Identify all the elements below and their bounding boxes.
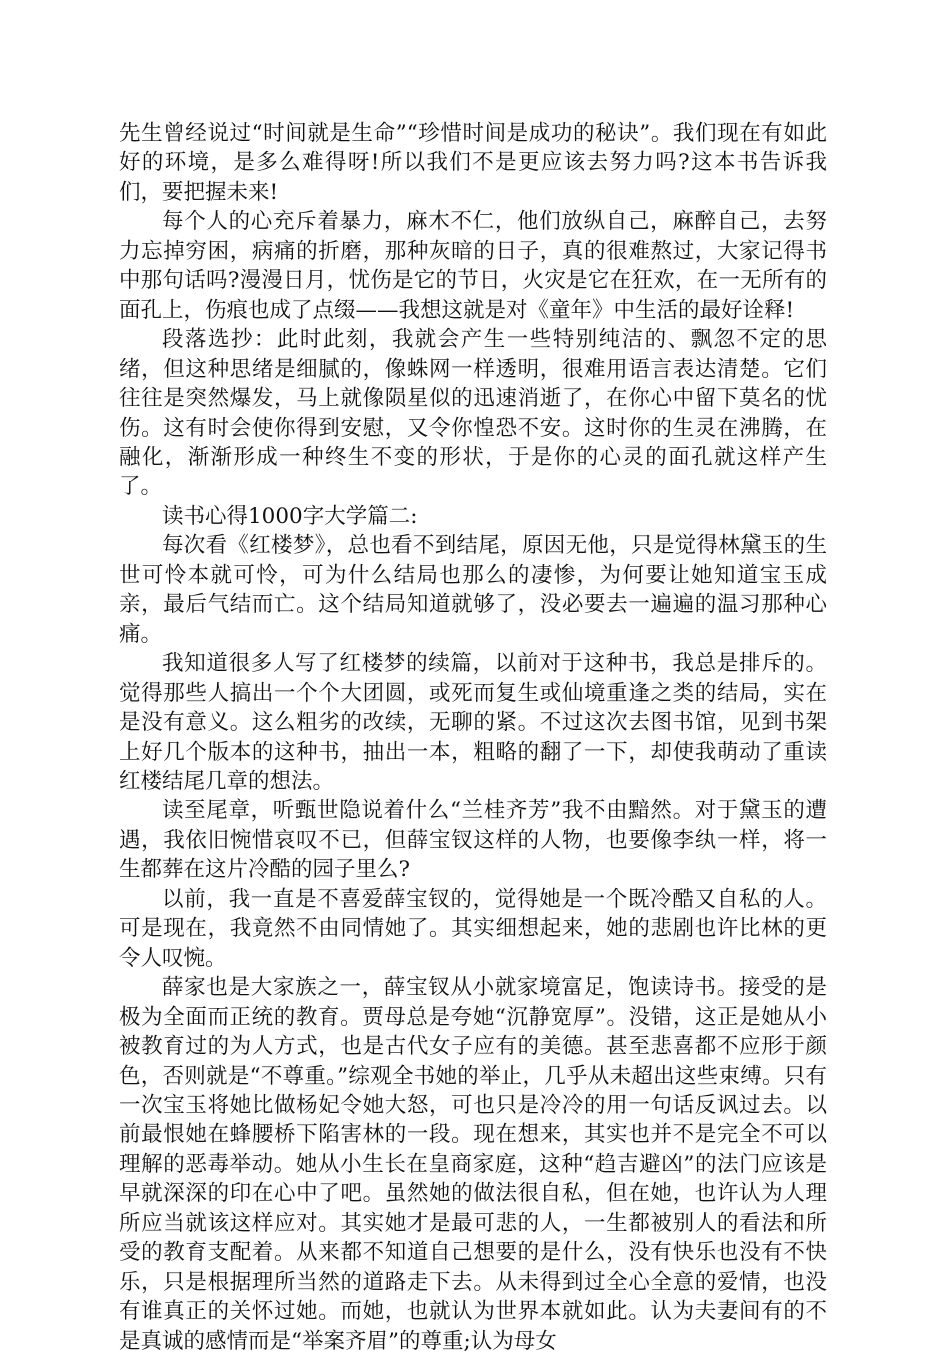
section-heading: 读书心得1000字大学篇二: (162, 503, 418, 529)
paragraph-6: 读至尾章，听甄世隐说着什么“兰桂齐芳”我不由黯然。对于黛玉的遭遇，我依旧惋惜哀叹不已，但薛宝钗这样的人物，也要像李纨一样，将一生都葬在这片冷酷的园子里么? (119, 798, 827, 883)
paragraph-1: 先生曾经说过“时间就是生命”“珍惜时间是成功的秘诀”。我们现在有如此好的环境，是多么难得呀!所以我们不是更应该去努力吗?这本书告诉我们，要把握未来! (119, 121, 827, 205)
paragraph-3: 段落选抄：此时此刻，我就会产生一些特别纯洁的、飘忽不定的思绪，但这种思绪是细腻的，像蛛网一样透明，很难用语言表达清楚。它们往往是突然爆发，马上就像陨星似的迅速消逝了，在你心中留下莫名的忧伤。这有时会使你得到安慰，又令你惶恐不安。这时你的生灵在沸腾，在融化，渐渐形成一种终生不变的形状，于是你的心灵的面孔就这样产生了。 (119, 327, 827, 500)
document-body (119, 119, 827, 1356)
paragraph-8: 薛家也是大家族之一，薛宝钗从小就家境富足，饱读诗书。接受的是极为全面而正统的教育。贾母总是夸她“沉静宽厚”。没错，这正是她从小被教育过的为人方式，也是古代女子应有的美德。甚至悲喜都不应形于颜色，否则就是“不尊重。”综观全书她的举止，几乎从未超出这些束缚。只有一次宝玉将她比做杨妃令她大怒，可也只是冷冷的用一句话反讽过去。以前最恨她在蜂腰桥下陷害林的一段。现在想来，其实也并不是完全不可以理解的恶毒举动。她从小生长在皇商家庭，这种“趋吉避凶”的法门应该是早就深深的印在心中了吧。虽然她的做法很自私，但在她，也许认为人理所应当就该这样应对。其实她才是最可悲的人，一生都被别人的看法和所受的教育支配着。从来都不知道自己想要的是什么，没有快乐也没有不快乐，只是根据理所当然的道路走下去。从未得到过全心全意的爱情，也没有谁真正的关怀过她。而她，也就认为世界本就如此。认为夫妻间有的不是真诚的感情而是“举案齐眉”的尊重;认为母女 (119, 975, 827, 1354)
paragraph-2: 每个人的心充斥着暴力，麻木不仁，他们放纵自己，麻醉自己，去努力忘掉穷困，病痛的折磨，那种灰暗的日子，真的很难熬过，大家记得书中那句话吗?漫漫日月，忧伤是它的节日，火灾是它在狂欢，在一无所有的面孔上，伤痕也成了点缀——我想这就是对《童年》中生活的最好诠释! (119, 209, 827, 323)
paragraph-4: 每次看《红楼梦》，总也看不到结尾，原因无他，只是觉得林黛玉的生世可怜本就可怜，可为什么结局也那么的凄惨，为何要让她知道宝玉成亲，最后气结而亡。这个结局知道就够了，没必要去一遍遍的温习那种心痛。 (119, 533, 827, 647)
paragraph-7: 以前，我一直是不喜爱薛宝钗的，觉得她是一个既冷酷又自私的人。可是现在，我竟然不由同情她了。其实细想起来，她的悲剧也许比林的更令人叹惋。 (119, 886, 827, 971)
paragraph-5: 我知道很多人写了红楼梦的续篇，以前对于这种书，我总是排斥的。觉得那些人搞出一个个大团圆，或死而复生或仙境重逢之类的结局，实在是没有意义。这么粗劣的改续，无聊的紧。不过这次去图书馆，见到书架上好几个版本的这种书，抽出一本，粗略的翻了一下，却使我萌动了重读红楼结尾几章的想法。 (119, 651, 827, 794)
